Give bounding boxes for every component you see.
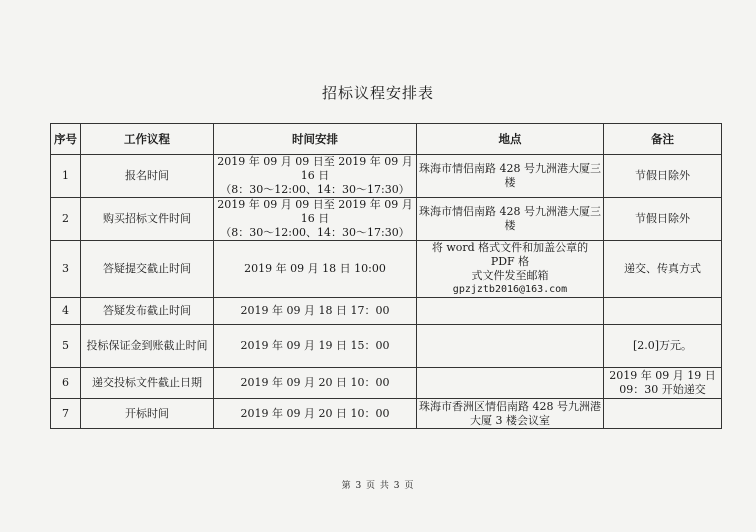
header-no: 序号 <box>51 124 81 155</box>
row-no: 4 <box>51 298 81 325</box>
row-place: 将 word 格式文件和加盖公章的 PDF 格 式文件发至邮箱 gpzjztb2016@163.com <box>417 241 604 298</box>
table-row <box>51 198 722 241</box>
row-note: 2019 年 09 月 19 日 09：30 开始递交 <box>604 368 722 399</box>
table-row <box>51 298 722 325</box>
row-agenda: 报名时间 <box>81 155 214 198</box>
table-header-row <box>51 124 722 155</box>
row-agenda: 购买招标文件时间 <box>81 198 214 241</box>
row-note: [2.0]万元。 <box>604 325 722 368</box>
row-no: 3 <box>51 241 81 298</box>
row-note: 节假日除外 <box>604 198 722 241</box>
row-time: 2019 年 09 月 18 日 17：00 <box>214 298 417 325</box>
row-note <box>604 298 722 325</box>
row-time: 2019 年 09 月 09 日至 2019 年 09 月 16 日 （8：30～12:00、14：30～17:30） <box>214 198 417 241</box>
row-place <box>417 368 604 399</box>
row-agenda: 开标时间 <box>81 399 214 429</box>
row-time: 2019 年 09 月 20 日 10：00 <box>214 399 417 429</box>
header-place: 地点 <box>417 124 604 155</box>
table-row <box>51 325 722 368</box>
row-place: 珠海市香洲区情侣南路 428 号九洲港 大厦 3 楼会议室 <box>417 399 604 429</box>
row-place <box>417 298 604 325</box>
row-agenda: 投标保证金到账截止时间 <box>81 325 214 368</box>
row-note <box>604 399 722 429</box>
row-place <box>417 325 604 368</box>
row-no: 1 <box>51 155 81 198</box>
row-agenda: 递交投标文件截止日期 <box>81 368 214 399</box>
row-place: 珠海市情侣南路 428 号九洲港大厦三 楼 <box>417 198 604 241</box>
agenda-table <box>50 123 722 429</box>
row-note: 递交、传真方式 <box>604 241 722 298</box>
row-agenda: 答疑发布截止时间 <box>81 298 214 325</box>
table-row <box>51 399 722 429</box>
table-row <box>51 241 722 298</box>
header-agenda: 工作议程 <box>81 124 214 155</box>
row-no: 6 <box>51 368 81 399</box>
header-time: 时间安排 <box>214 124 417 155</box>
row-time: 2019 年 09 月 09 日至 2019 年 09 月 16 日 （8：30～12:00、14：30～17:30） <box>214 155 417 198</box>
row-time: 2019 年 09 月 18 日 10:00 <box>214 241 417 298</box>
row-place: 珠海市情侣南路 428 号九洲港大厦三 楼 <box>417 155 604 198</box>
row-no: 2 <box>51 198 81 241</box>
table-row <box>51 368 722 399</box>
table-row <box>51 155 722 198</box>
row-time: 2019 年 09 月 20 日 10：00 <box>214 368 417 399</box>
row-no: 5 <box>51 325 81 368</box>
row-no: 7 <box>51 399 81 429</box>
page-title: 招标议程安排表 <box>321 84 434 102</box>
page-number-footer: 第 3 页 共 3 页 <box>341 481 415 491</box>
email-address: gpzjztb2016@163.com <box>452 284 568 295</box>
row-agenda: 答疑提交截止时间 <box>81 241 214 298</box>
header-note: 备注 <box>604 124 722 155</box>
row-note: 节假日除外 <box>604 155 722 198</box>
row-time: 2019 年 09 月 19 日 15：00 <box>214 325 417 368</box>
